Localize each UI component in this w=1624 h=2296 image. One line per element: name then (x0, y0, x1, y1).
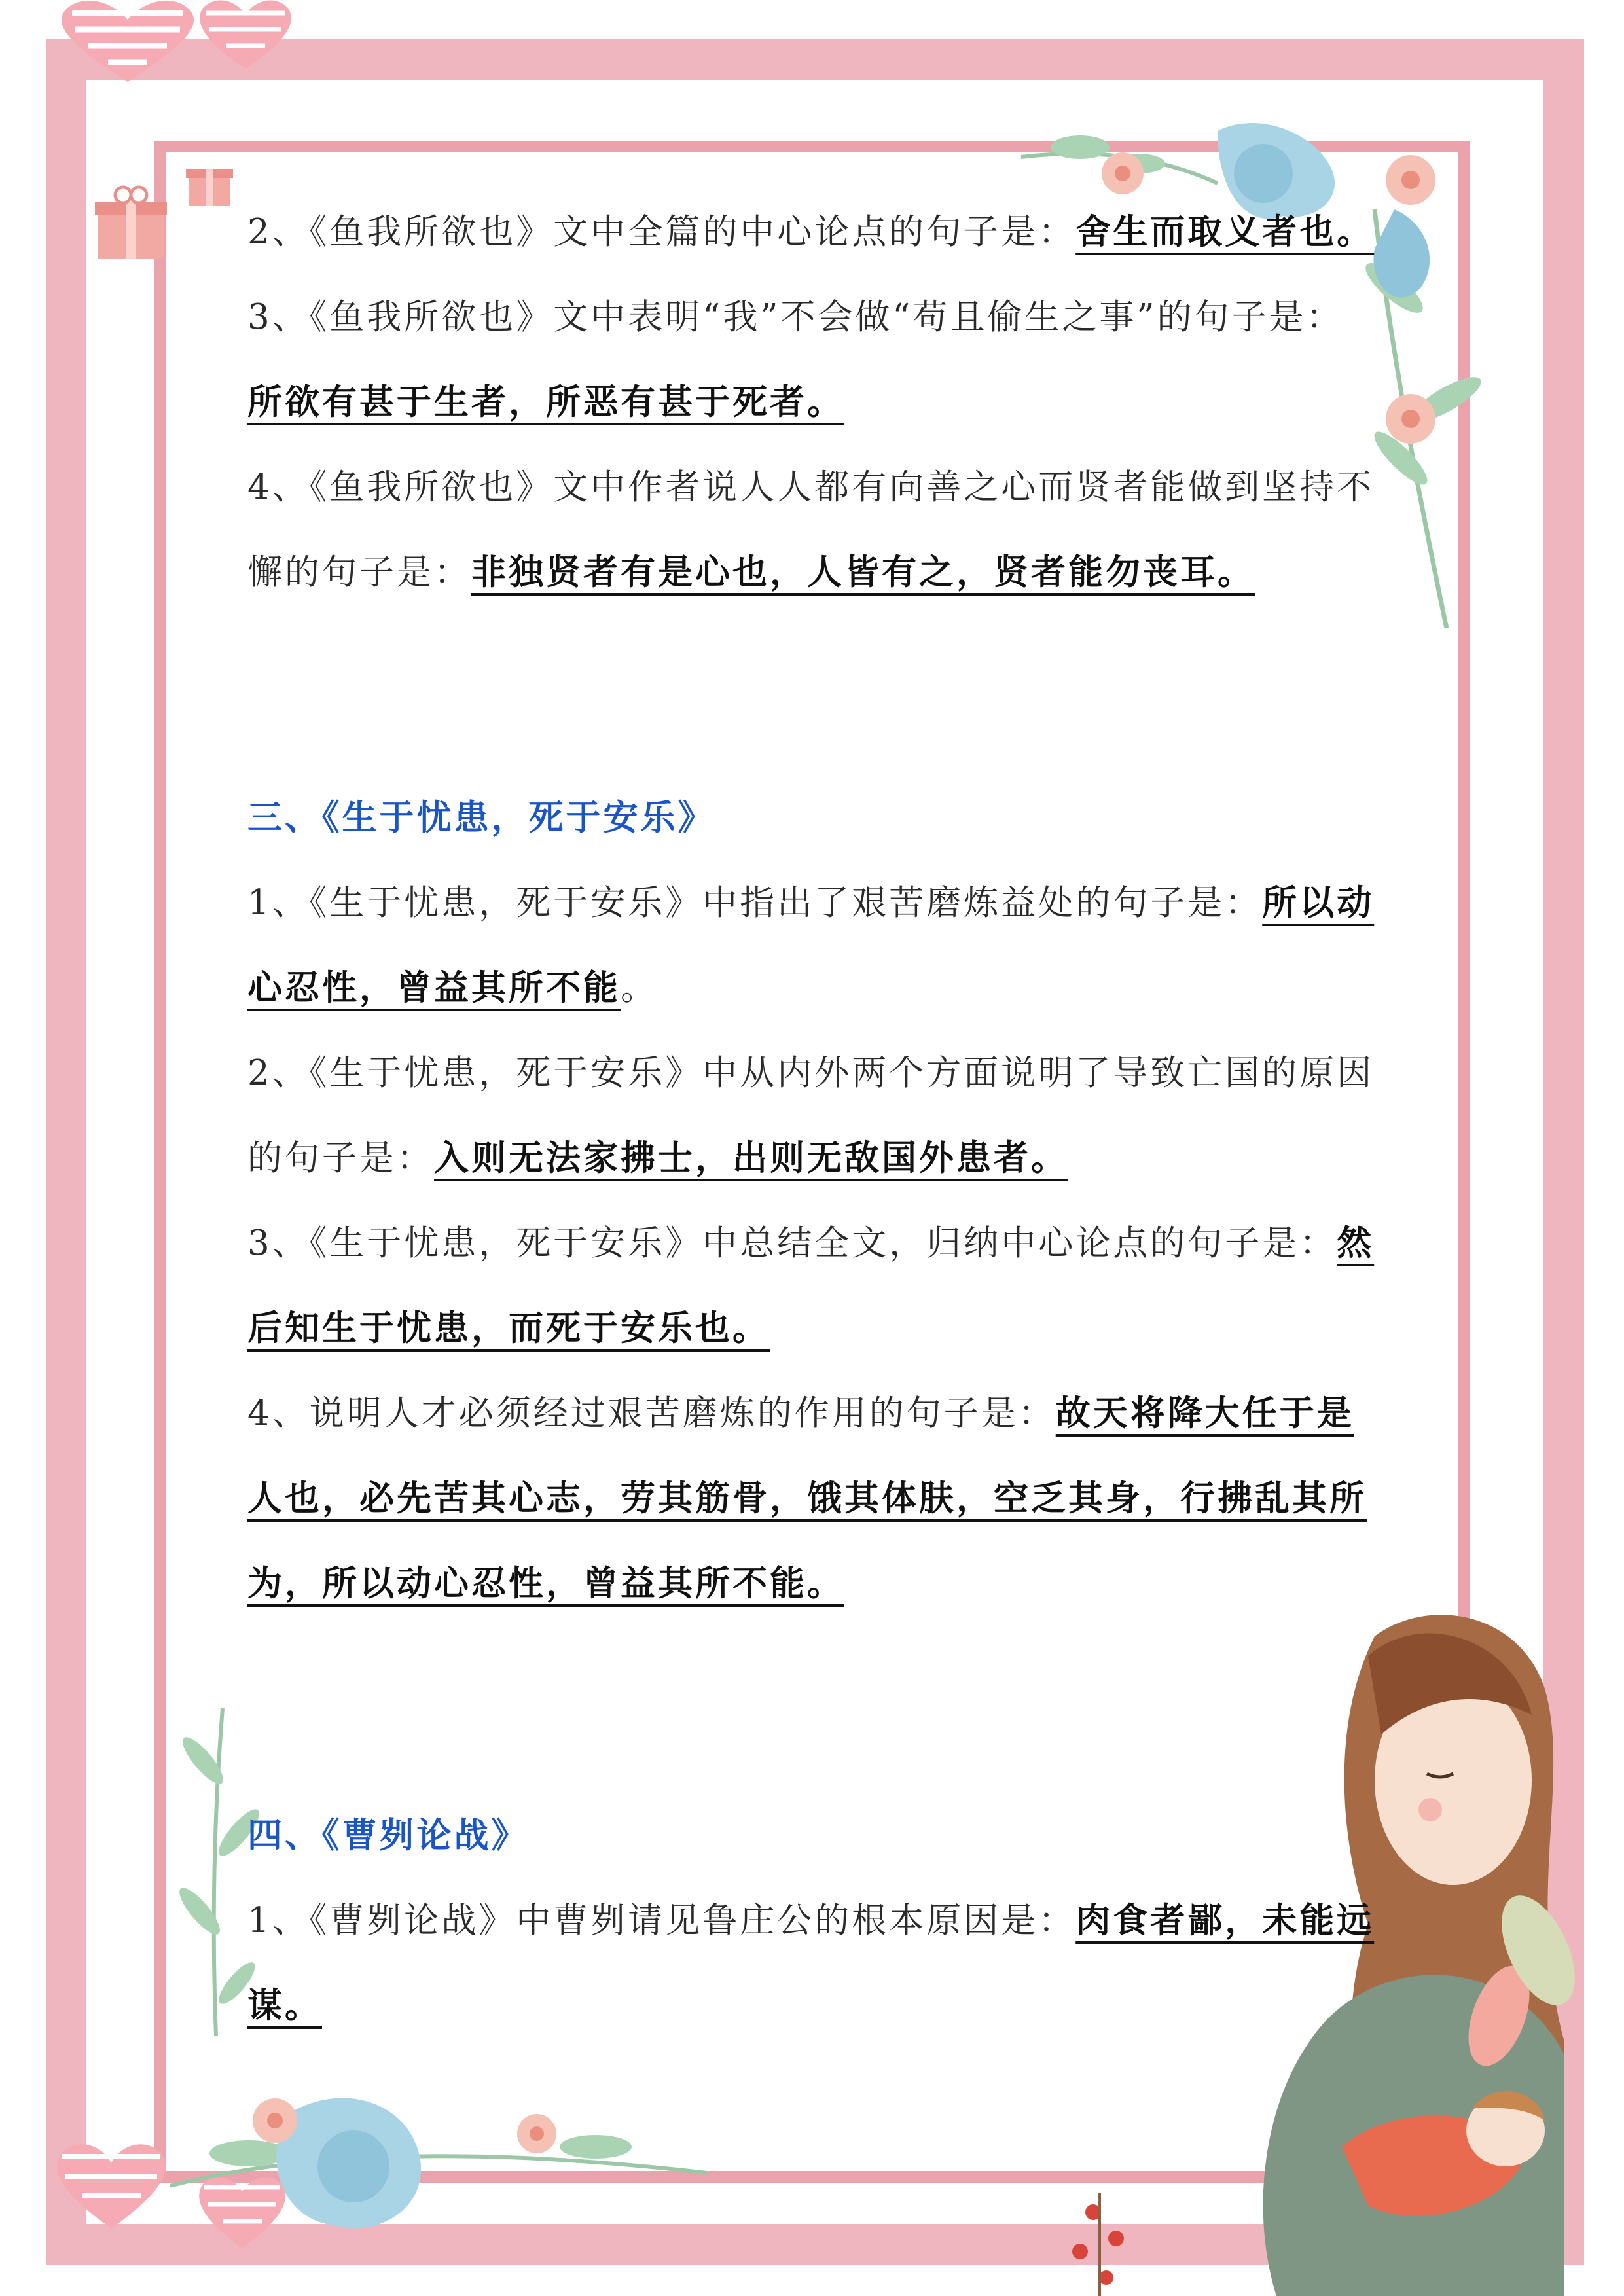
question-text: 2、《生于忧患，死于安乐》中从内外两个方面说明了导致亡国的原因的句子是： (247, 1053, 1375, 1178)
heart-icon (190, 0, 301, 72)
list-item (247, 861, 1377, 1031)
document-content (247, 190, 1377, 2049)
question-text: 4、《鱼我所欲也》文中作者说人人都有向善之心而贤者能做到坚持不懈的句子是： (247, 467, 1375, 592)
list-item (247, 190, 1377, 275)
answer-text: 所欲有甚于生者，所恶有甚于死者。 (247, 382, 844, 422)
list-item (247, 1031, 1377, 1201)
list-item (247, 1201, 1377, 1371)
answer-text: 入则无法家拂士，出则无敌国外患者。 (434, 1138, 1068, 1178)
list-item (247, 1878, 1377, 2049)
heart-icon (46, 2140, 177, 2232)
section-heading: 四、《曹刿论战》 (247, 1816, 529, 1856)
question-text: 2、《鱼我所欲也》文中全篇的中心论点的句子是： (247, 212, 1076, 252)
answer-text: 舍生而取义者也。 (1075, 212, 1375, 252)
punctuation: 。 (621, 968, 658, 1008)
question-text: 1、《曹刿论战》中曹刿请见鲁庄公的根本原因是： (247, 1901, 1076, 1941)
answer-text: 非独贤者有是心也，人皆有之，贤者能勿丧耳。 (471, 552, 1255, 592)
list-item (247, 445, 1377, 615)
question-text: 3、《生于忧患，死于安乐》中总结全文，归纳中心论点的句子是： (247, 1223, 1337, 1263)
answer-text: 然后知生于忧患，而死于安乐也。 (247, 1223, 1375, 1348)
question-text: 3、《鱼我所欲也》文中表明“我”不会做“苟且偷生之事”的句子是： (247, 297, 1344, 337)
list-item (247, 275, 1377, 445)
question-text: 1、《生于忧患，死于安乐》中指出了艰苦磨炼益处的句子是： (247, 883, 1263, 923)
heart-icon (190, 2173, 295, 2251)
answer-text: 故天将降大任于是人也，必先苦其心志，劳其筋骨，饿其体肤，空乏其身，行拂乱其所为，所以动心忍性，曾益其所不能。 (247, 1393, 1367, 1604)
heart-icon (46, 0, 209, 85)
answer-text: 所以动心忍性，曾益其所不能 (247, 883, 1375, 1008)
section-heading: 三、《生于忧患，死于安乐》 (247, 798, 715, 838)
list-item (247, 1371, 1377, 1626)
gift-box-icon (92, 183, 170, 262)
question-text: 4、说明人才必须经过艰苦磨炼的作用的句子是： (247, 1393, 1056, 1433)
gift-box-icon (183, 157, 236, 209)
answer-text: 肉食者鄙，未能远谋。 (247, 1901, 1375, 2026)
